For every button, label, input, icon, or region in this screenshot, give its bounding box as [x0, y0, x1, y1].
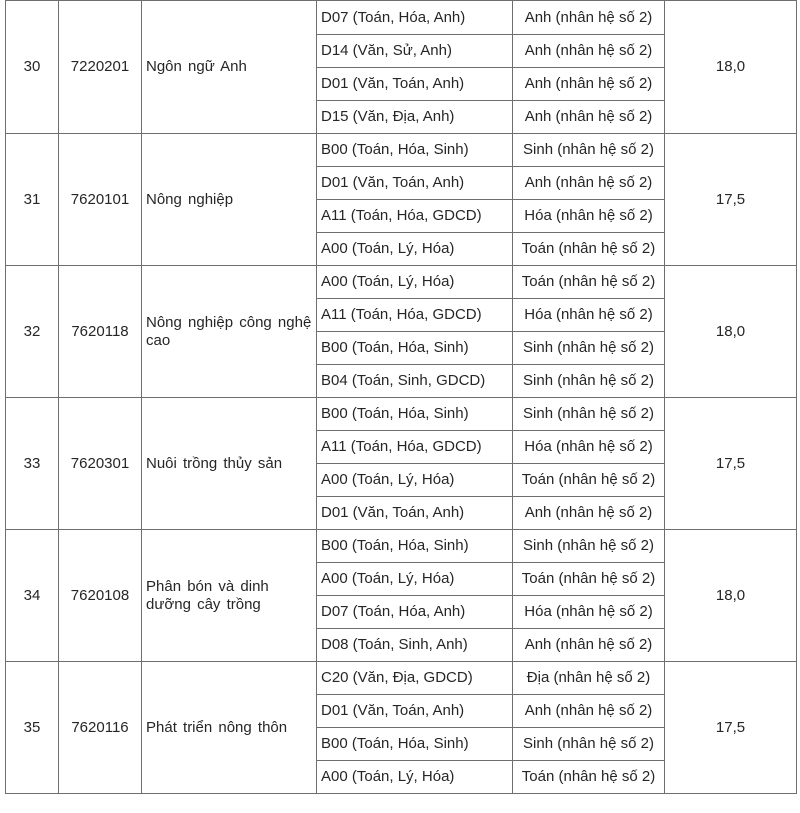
table-row: [6, 1, 797, 35]
subject-combination-cell: D01 (Văn, Toán, Anh): [317, 167, 513, 200]
subject-combination-cell: B00 (Toán, Hóa, Sinh): [317, 398, 513, 431]
row-number-cell: 30: [6, 1, 59, 134]
priority-subject-cell: Sinh (nhân hệ số 2): [513, 134, 665, 167]
priority-subject-cell: Toán (nhân hệ số 2): [513, 233, 665, 266]
subject-combination-cell: D07 (Toán, Hóa, Anh): [317, 1, 513, 35]
subject-combination-cell: B00 (Toán, Hóa, Sinh): [317, 134, 513, 167]
priority-subject-cell: Anh (nhân hệ số 2): [513, 695, 665, 728]
subject-combination-cell: A11 (Toán, Hóa, GDCD): [317, 431, 513, 464]
subject-combination-cell: D14 (Văn, Sử, Anh): [317, 35, 513, 68]
priority-subject-cell: Sinh (nhân hệ số 2): [513, 365, 665, 398]
priority-subject-cell: Hóa (nhân hệ số 2): [513, 299, 665, 332]
priority-subject-cell: Anh (nhân hệ số 2): [513, 497, 665, 530]
priority-subject-cell: Hóa (nhân hệ số 2): [513, 596, 665, 629]
benchmark-score-cell: 17,5: [665, 662, 797, 794]
priority-subject-cell: Hóa (nhân hệ số 2): [513, 200, 665, 233]
subject-combination-cell: D15 (Văn, Địa, Anh): [317, 101, 513, 134]
major-name-cell: Ngôn ngữ Anh: [142, 1, 317, 134]
major-code-cell: 7220201: [59, 1, 142, 134]
subject-combination-cell: A11 (Toán, Hóa, GDCD): [317, 299, 513, 332]
major-code-cell: 7620301: [59, 398, 142, 530]
benchmark-score-cell: 18,0: [665, 1, 797, 134]
priority-subject-cell: Toán (nhân hệ số 2): [513, 563, 665, 596]
priority-subject-cell: Sinh (nhân hệ số 2): [513, 332, 665, 365]
subject-combination-cell: B00 (Toán, Hóa, Sinh): [317, 728, 513, 761]
table-row: [6, 398, 797, 431]
priority-subject-cell: Sinh (nhân hệ số 2): [513, 530, 665, 563]
major-name-cell: Nông nghiệp công nghệ cao: [142, 266, 317, 398]
subject-combination-cell: C20 (Văn, Địa, GDCD): [317, 662, 513, 695]
subject-combination-cell: A00 (Toán, Lý, Hóa): [317, 761, 513, 794]
priority-subject-cell: Anh (nhân hệ số 2): [513, 101, 665, 134]
admission-table: [5, 0, 797, 794]
benchmark-score-cell: 18,0: [665, 266, 797, 398]
major-code-cell: 7620101: [59, 134, 142, 266]
major-name-cell: Nuôi trồng thủy sản: [142, 398, 317, 530]
priority-subject-cell: Anh (nhân hệ số 2): [513, 629, 665, 662]
subject-combination-cell: D01 (Văn, Toán, Anh): [317, 68, 513, 101]
benchmark-score-cell: 17,5: [665, 398, 797, 530]
priority-subject-cell: Toán (nhân hệ số 2): [513, 266, 665, 299]
priority-subject-cell: Toán (nhân hệ số 2): [513, 761, 665, 794]
subject-combination-cell: A00 (Toán, Lý, Hóa): [317, 464, 513, 497]
subject-combination-cell: A00 (Toán, Lý, Hóa): [317, 563, 513, 596]
row-number-cell: 35: [6, 662, 59, 794]
priority-subject-cell: Anh (nhân hệ số 2): [513, 1, 665, 35]
priority-subject-cell: Anh (nhân hệ số 2): [513, 35, 665, 68]
major-code-cell: 7620118: [59, 266, 142, 398]
major-code-cell: 7620108: [59, 530, 142, 662]
row-number-cell: 31: [6, 134, 59, 266]
subject-combination-cell: B00 (Toán, Hóa, Sinh): [317, 332, 513, 365]
row-number-cell: 34: [6, 530, 59, 662]
subject-combination-cell: A00 (Toán, Lý, Hóa): [317, 266, 513, 299]
table-row: [6, 530, 797, 563]
subject-combination-cell: D01 (Văn, Toán, Anh): [317, 497, 513, 530]
subject-combination-cell: A00 (Toán, Lý, Hóa): [317, 233, 513, 266]
subject-combination-cell: D08 (Toán, Sinh, Anh): [317, 629, 513, 662]
subject-combination-cell: A11 (Toán, Hóa, GDCD): [317, 200, 513, 233]
table-row: [6, 134, 797, 167]
admission-table-body: [6, 1, 797, 794]
priority-subject-cell: Toán (nhân hệ số 2): [513, 464, 665, 497]
table-row: [6, 662, 797, 695]
major-name-cell: Nông nghiệp: [142, 134, 317, 266]
benchmark-score-cell: 17,5: [665, 134, 797, 266]
major-name-cell: Phân bón và dinh dưỡng cây trồng: [142, 530, 317, 662]
priority-subject-cell: Sinh (nhân hệ số 2): [513, 398, 665, 431]
major-code-cell: 7620116: [59, 662, 142, 794]
row-number-cell: 33: [6, 398, 59, 530]
subject-combination-cell: D01 (Văn, Toán, Anh): [317, 695, 513, 728]
subject-combination-cell: B00 (Toán, Hóa, Sinh): [317, 530, 513, 563]
major-name-cell: Phát triển nông thôn: [142, 662, 317, 794]
priority-subject-cell: Địa (nhân hệ số 2): [513, 662, 665, 695]
priority-subject-cell: Hóa (nhân hệ số 2): [513, 431, 665, 464]
priority-subject-cell: Anh (nhân hệ số 2): [513, 167, 665, 200]
subject-combination-cell: D07 (Toán, Hóa, Anh): [317, 596, 513, 629]
priority-subject-cell: Sinh (nhân hệ số 2): [513, 728, 665, 761]
benchmark-score-cell: 18,0: [665, 530, 797, 662]
table-row: [6, 266, 797, 299]
row-number-cell: 32: [6, 266, 59, 398]
subject-combination-cell: B04 (Toán, Sinh, GDCD): [317, 365, 513, 398]
priority-subject-cell: Anh (nhân hệ số 2): [513, 68, 665, 101]
